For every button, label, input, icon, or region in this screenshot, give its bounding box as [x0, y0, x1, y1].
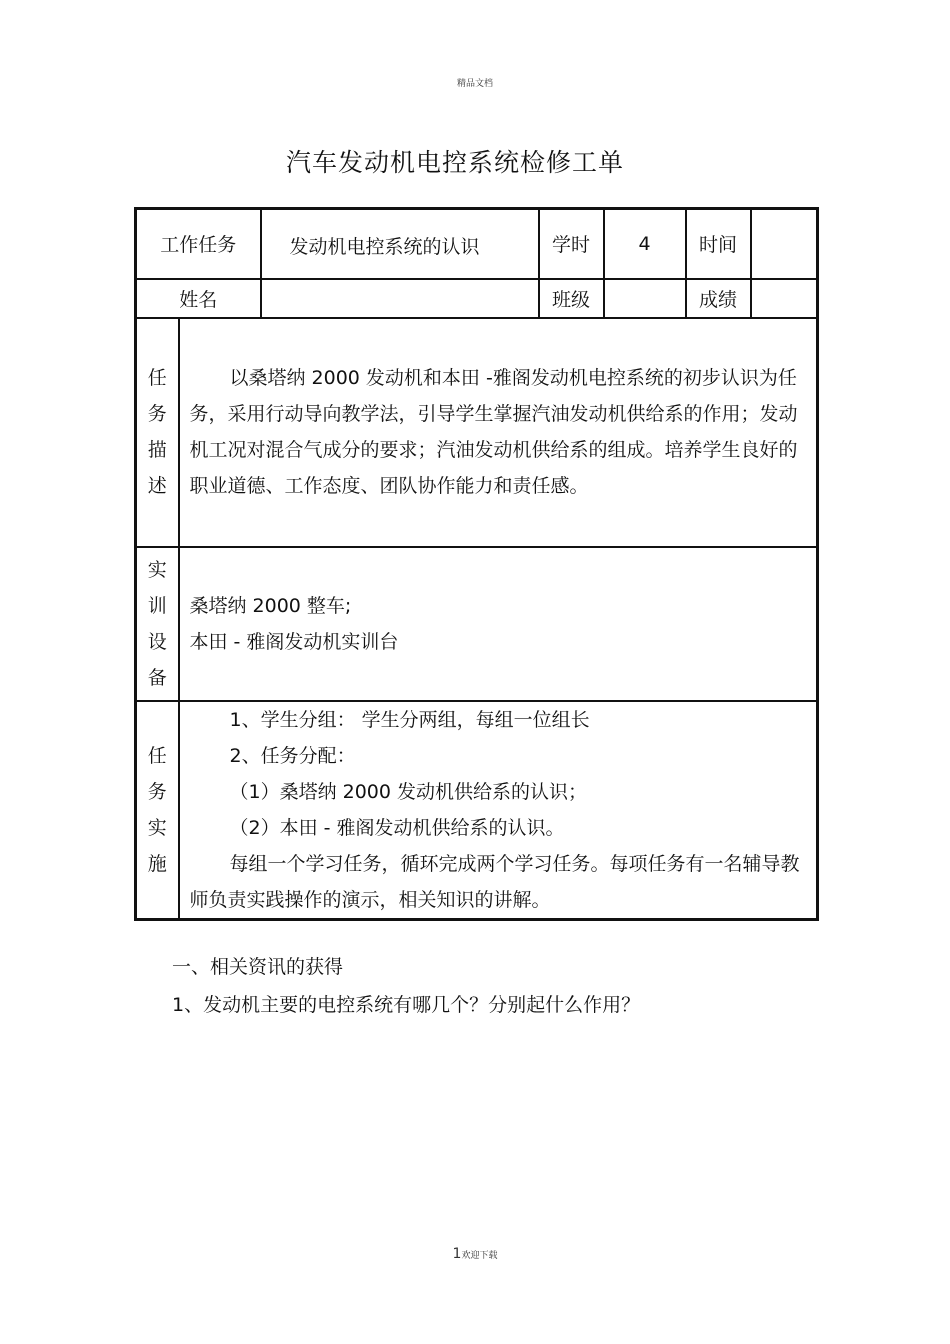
question-1: 1、发动机主要的电控系统有哪几个？分别起什么作用？ — [172, 994, 641, 1016]
equipment-list — [179, 547, 818, 701]
description-label: 任 务 描 述 — [136, 318, 179, 547]
hours-label: 学时 — [539, 209, 604, 279]
section-heading: 一、相关资讯的获得 — [172, 956, 344, 978]
implementation-label: 任 务 实 施 — [136, 701, 179, 920]
implementation-line: 1、学生分组： 学生分两组，每组一位组长 — [229, 708, 590, 731]
work-order-table — [134, 207, 819, 921]
student-row — [136, 279, 818, 318]
page-title: 汽车发动机电控系统检修工单 — [285, 148, 624, 177]
task-row — [136, 209, 818, 279]
header-note: 精品文档 — [456, 79, 493, 89]
implementation-line: （2）本田 - 雅阁发动机供给系的认识。 — [229, 816, 565, 839]
class-label: 班级 — [539, 279, 604, 318]
description-text: 以桑塔纳 2000 发动机和本田 -雅阁发动机电控系统的初步认识为任务，采用行动导向教学法，引导学生掌握汽油发动机供给系的作用；发动机工况对混合气成分的要求；汽油发动机供给系的组成。培养学生良好的职业道德、工作态度、团队协作能力和责任感。 — [179, 318, 818, 547]
class-value — [604, 279, 686, 318]
name-label: 姓名 — [136, 279, 261, 318]
footer — [0, 1246, 950, 1262]
footer-text: 欢迎下载 — [461, 1251, 498, 1261]
time-label: 时间 — [686, 209, 751, 279]
equipment-row — [136, 547, 818, 701]
grade-label: 成绩 — [686, 279, 751, 318]
task-label: 工作任务 — [136, 209, 261, 279]
implementation-line: （1）桑塔纳 2000 发动机供给系的认识； — [229, 780, 588, 803]
implementation-line: 每组一个学习任务，循环完成两个学习任务。每项任务有一名辅导教师负责实践操作的演示，相关知识的讲解。 — [189, 852, 800, 911]
name-value — [261, 279, 539, 318]
time-value — [751, 209, 818, 279]
task-value: 发动机电控系统的认识 — [261, 209, 539, 279]
implementation-line: 2、任务分配： — [229, 744, 356, 767]
equipment-item: 桑塔纳 2000 整车; — [189, 594, 352, 617]
page-number: 1 — [452, 1246, 462, 1262]
equipment-label: 实 训 设 备 — [136, 547, 179, 701]
description-row — [136, 318, 818, 547]
implementation-row — [136, 701, 818, 920]
implementation-text — [179, 701, 818, 920]
grade-value — [751, 279, 818, 318]
equipment-item: 本田 - 雅阁发动机实训台 — [189, 630, 399, 653]
hours-value: 4 — [604, 209, 686, 279]
